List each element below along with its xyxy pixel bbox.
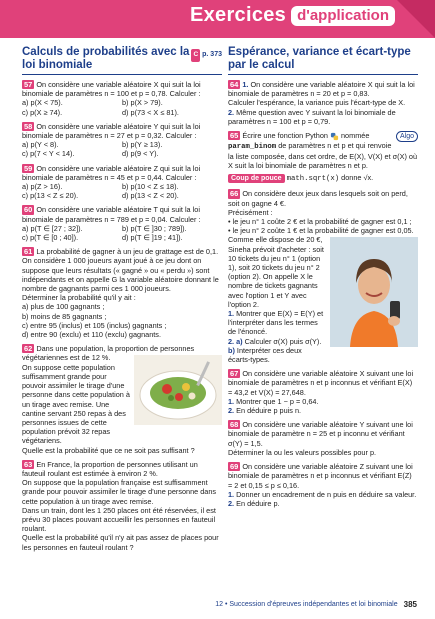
page-number: 385 <box>403 600 417 609</box>
exercise-61: 61 La probabilité de gagner à un jeu de grattage est de 0,1. On considère 1 000 joueurs ayant joué à ce jeu dont on suppose que leurs résultats (« gagné » ou « perdu ») sont indépendants et on appelle G la variable aléatoire donnant le nombre de gagnants parmi ces 1 000 joueurs. Déterminer la probabilité qu'il y ait : a) plus de 100 gagnants ; b) moins de 85 gagnants ; c) entre 95 (inclus) et 105 (inclus) gagnants ; d) entre 90 (exclu) et 110 (exclu) gagnants. <box>22 247 219 340</box>
header-corner <box>397 0 435 38</box>
header-title-badge: d'application <box>291 6 395 26</box>
left-column <box>22 44 222 557</box>
exercise-67: 67 On considère une variable aléatoire X suivant une loi binomiale de paramètres n et p inconnus et vérifiant E(X) = 43,2 et V(X) = 27,648. 1. Montrer que 1 − p = 0,64. 2. En déduire p puis n. <box>228 369 414 416</box>
chapter-title: 12 • Succession d'épreuves indépendantes et loi binomiale <box>215 601 398 608</box>
section-rule <box>22 74 222 75</box>
page-header <box>0 0 435 38</box>
page-reference: C p. 373 <box>191 49 222 62</box>
python-logo-icon <box>330 131 341 140</box>
function-name: param_binom <box>228 142 277 151</box>
right-column <box>228 44 418 513</box>
header-title-main: Exercices <box>189 4 287 26</box>
exercise-60: 60 On considère une variable aléatoire T qui suit la loi binomiale de paramètres n = 789 et p = 0,04. Calculer : a) p(T ∈ [27 ; 32]). b) p(T ∈ ]30 ; 789]). c) p(T ∈ [0 ; 40]). d) p(T ∈ ]19 ; 41]). <box>22 205 201 243</box>
exercise-69: 69 On considère une variable aléatoire Z suivant une loi binomiale de paramètres n et p inconnus et vérifiant E(Z) = 2 et 0,15 ≤ p ≤ 0,16. 1. Donner un encadrement de n puis en déduire sa valeur. 2. En déduire p. <box>228 462 417 508</box>
exercise-68: 68 On considère une variable aléatoire Y suivant une loi binomiale de paramètre n = 25 et p inconnu et vérifiant σ(Y) = 1,5. Déterminer la ou les valeurs possibles pour p. <box>228 420 413 457</box>
woman-phone-photo <box>330 237 418 347</box>
section-rule <box>228 74 418 75</box>
exercise-63: 63 En France, la proportion de personnes utilisant un fauteuil roulant est estimée à environ 2 %. On suppose que la population française est suffisamment grande pour pouvoir assimiler le tirage d'une personne dans cette population à un tirage avec remise. Dans un train, dont les 1 250 places ont été réservées, il est prévu 30 places pouvant accueillir les personnes en fauteuil roulant. Quelle est la probabilité qu'il n'y ait pas assez de places pour les personnes en fauteuil roulant ? <box>22 459 219 552</box>
left-section-title: C p. 373 Calculs de probabilités avec la loi binomiale <box>22 46 222 71</box>
algo-tag: Algo <box>396 131 418 142</box>
exercise-65: Algo 65 Écrire une fonction Python nommée param_binom de paramètres n et p et qui renvoie la liste composée, dans cet ordre, de E(X), V(X) et σ(X) où X suit la loi binomiale de paramètres n et p. Coup de pouce math.sqrt(x) donne √x. <box>228 131 418 184</box>
right-section-title: Espérance, variance et écart-type par le calcul <box>228 46 411 71</box>
page-footer <box>215 600 417 609</box>
page-ref-tag: C <box>191 49 200 62</box>
coup-de-pouce-tag: Coup de pouce <box>228 174 285 183</box>
exercise-64: 64 1. On considère une variable aléatoire X qui suit la loi binomiale de paramètres n = 20 et p = 0,83. Calculer l'espérance, la variance puis l'écart-type de X. 2. Même question avec Y suivant la loi binomiale de paramètres n = 100 et p = 0,79. <box>228 80 415 126</box>
exercise-59: 59 On considère une variable aléatoire Z qui suit la loi binomiale de paramètres n = 45 et p = 0,44. Calculer : a) p(Z > 16). b) p(10 < Z ≤ 18). c) p(13 < Z ≤ 20). d) p(13 < Z < 20). <box>22 163 201 201</box>
exercise-58: 58 On considère une variable aléatoire Y qui suit la loi binomiale de paramètres n = 27 et p = 0,32. Calculer : a) p(Y < 8). b) p(Y ≥ 13). c) p(7 < Y < 14). d) p(9 < Y). <box>22 121 201 159</box>
exercise-57: 57 On considère une variable aléatoire X qui suit la loi binomiale de paramètres n = 100 et p = 0,78. Calculer : a) p(X < 75). b) p(X > 79). c) p(X ≥ 74). d) p(73 < X ≤ 81). <box>22 80 201 117</box>
exercise-62: 62 Dans une population, la proportion de personnes végétariennes est de 12 %. On suppose cette population suffisamment grande pour pouvoir assimiler le tirage d'une personne dans cette population à un tirage avec remise. Une cantine servant 250 repas à des personnes issues de cette population prévoit 32 repas végétariens. Quelle est la probabilité que ce ne soit pas suffisant ? <box>22 344 222 454</box>
header-title <box>190 4 395 27</box>
exercise-66: 66 On considère deux jeux dans lesquels soit on perd, soit on gagne 4 €. Précisément : • le jeu n° 1 coûte 2 € et la probabilité de gagner est 0,1 ; • le jeu n° 2 coûte 1 € et la probabilité de gagner est 0,05. Comme elle dispose de 20 €, Sineha prévoit d'acheter : soit 10 tickets du jeu n° 1 (option 1), soit 20 tickets du jeu n° 2 (option 2). On appelle X le nombre de tickets gagnants avec l'option 1 et Y avec l'option 2. 1. Montrer que E(X) = E(Y) et l'interpréter dans les termes de l'énoncé. 2. a) Calculer σ(X) puis σ(Y). b) Interpréter ces deux écarts-types. <box>228 189 418 364</box>
vegetable-salad-photo <box>134 355 222 425</box>
